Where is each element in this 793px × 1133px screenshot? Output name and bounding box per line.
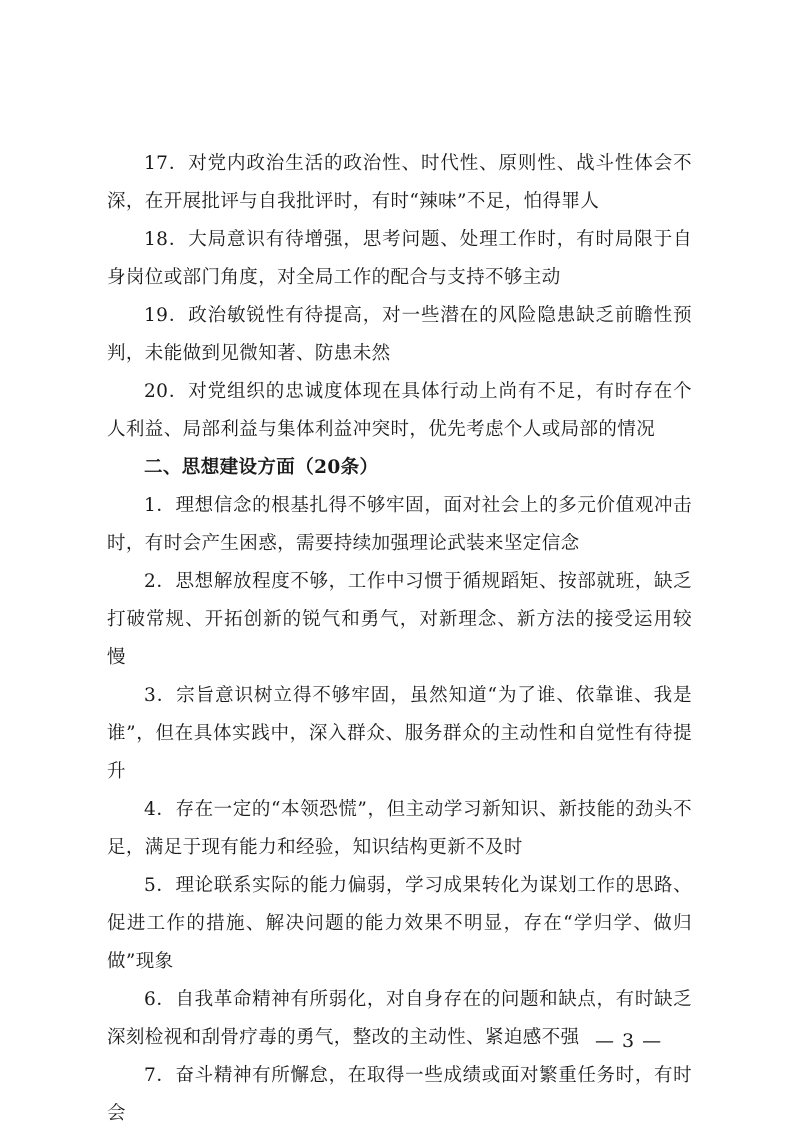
document-body <box>107 145 692 1133</box>
item-2: 2．思想解放程度不够，工作中习惯于循规蹈矩、按部就班，缺乏打破常规、开拓创新的锐气和勇气，对新理念、新方法的接受运用较慢 <box>107 571 692 668</box>
item-7: 7．奋斗精神有所懈怠，在取得一些成绩或面对繁重任务时，有时会 <box>107 1065 692 1124</box>
item-1: 1．理想信念的根基扎得不够牢固，面对社会上的多元价值观冲击时，有时会产生困惑，需要持续加强理论武装来坚定信念 <box>107 495 692 554</box>
item-20: 20．对党组织的忠诚度体现在具体行动上尚有不足，有时存在个人利益、局部利益与集体利益冲突时，优先考虑个人或局部的情况 <box>107 381 692 440</box>
item-6: 6．自我革命精神有所弱化，对自身存在的问题和缺点，有时缺乏深刻检视和刮骨疗毒的勇气，整改的主动性、紧迫感不强 <box>107 989 692 1048</box>
section-heading-ideology: 二、思想建设方面（20条） <box>144 457 379 478</box>
page-number: — 3 — <box>595 1030 663 1052</box>
item-18: 18．大局意识有待增强，思考问题、处理工作时，有时局限于自身岗位或部门角度，对全局工作的配合与支持不够主动 <box>107 229 692 288</box>
item-19: 19．政治敏锐性有待提高，对一些潜在的风险隐患缺乏前瞻性预判，未能做到见微知著、防患未然 <box>107 305 692 364</box>
item-5: 5．理论联系实际的能力偏弱，学习成果转化为谋划工作的思路、促进工作的措施、解决问题的能力效果不明显，存在“学归学、做归做”现象 <box>107 875 692 972</box>
item-4: 4．存在一定的“本领恐慌”，但主动学习新知识、新技能的劲头不足，满足于现有能力和经验，知识结构更新不及时 <box>107 799 692 858</box>
item-3: 3．宗旨意识树立得不够牢固，虽然知道“为了谁、依靠谁、我是谁”，但在具体实践中，深入群众、服务群众的主动性和自觉性有待提升 <box>107 685 692 782</box>
item-17: 17．对党内政治生活的政治性、时代性、原则性、战斗性体会不深，在开展批评与自我批评时，有时“辣味”不足，怕得罪人 <box>107 153 692 212</box>
